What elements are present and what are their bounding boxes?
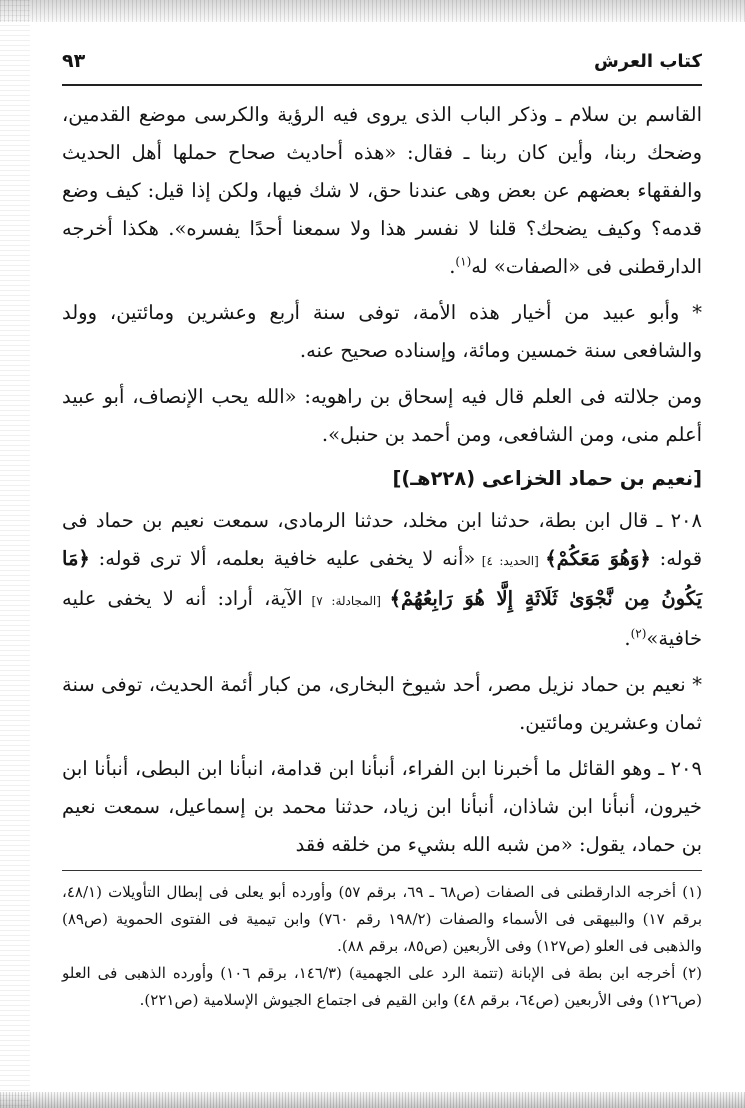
paragraph-6: ٢٠٩ ـ وهو القائل ما أخبرنا ابن الفراء، أنبأنا ابن قدامة، انبأنا ابن البطى، أنبأنا ابن خيرون، أنبأنا ابن شاذان، أنبأنا ابن زياد، حدثنا محمد بن إسماعيل، سمعت نعيم بن حماد، يقول: «من شبه الله بشيء من خلقه فقد	[62, 757, 702, 856]
paragraph-4-text-a: ٢٠٨ ـ قال ابن بطة، حدثنا ابن مخلد، حدثنا الرمادى، سمعت نعيم بن حماد فى قوله:	[62, 509, 703, 570]
scan-edge-top	[0, 0, 745, 22]
paragraph-1-text: القاسم بن سلام ـ وذكر الباب الذى يروى فيه الرؤية والكرسى موضع القدمين، وضحك ربنا، وأين كان ربنا ـ فقال: «هذه أحاديث صحاح حملها أهل الحديث والفقهاء بعضهم عن بعض وهى عندنا حق، لا شك فيها، ولكن إذا قيل: كيف وضع قدمه؟ وكيف يضحك؟ قلنا لا نفسر هذا ولا سمعنا أحدًا يفسره». هكذا أخرجه الدارقطنى فى «الصفات» له	[62, 103, 702, 278]
paragraph-4-text-b: «أنه لا يخفى عليه خافية بعلمه، ألا ترى قوله:	[89, 547, 476, 570]
footnotes	[62, 870, 702, 1014]
quran-verse-1: ﴿وَهُوَ مَعَكُمْ﴾	[545, 547, 651, 570]
quran-verse-2: ﴿مَا يَكُونُ مِن نَّجْوَىٰ ثَلَاثَةٍ إِلَّا هُوَ رَابِعُهُمْ﴾	[62, 547, 702, 610]
footnote-2: (٢) أخرجه ابن بطة فى الإبانة (تتمة الرد على الجهمية) (١٤٦/٣، برقم ١٠٦) وأورده الذهبى فى العلو (ص١٢٦) وفى الأربعين (ص٦٤، برقم ٤٨) وابن القيم فى اجتماع الجيوش الإسلامية (ص٢٢١).	[62, 964, 702, 1009]
paragraph-4-text-c: الآية، أراد: أنه لا يخفى عليه خافية»	[62, 587, 702, 650]
paragraph-3: ومن جلالته فى العلم قال فيه إسحاق بن راهويه: «الله يحب الإنصاف، أبو عبيد أعلم منى، ومن الشافعى، ومن أحمد بن حنبل».	[62, 385, 702, 446]
footnote-mark-2: (٢)	[630, 626, 647, 641]
paragraph-1-end: .	[449, 255, 456, 278]
paragraph-5: * نعيم بن حماد نزيل مصر، أحد شيوخ البخارى، من كبار أئمة الحديث، توفى سنة ثمان وعشرين ومائتين.	[62, 673, 702, 734]
paragraph-2: * وأبو عبيد من أخيار هذه الأمة، توفى سنة أربع وعشرين ومائتين، وولد والشافعى سنة خمسين ومائة، وإسناده صحيح عنه.	[62, 301, 702, 362]
paragraph-4	[62, 502, 702, 658]
paragraph-1	[62, 96, 702, 286]
footnote-1: (١) أخرجه الدارقطنى فى الصفات (ص٦٨ ـ ٦٩، برقم ٥٧) وأورده أبو يعلى فى إبطال التأويلات (٤٨/١، برقم ١٧) والبيهقى فى الأسماء والصفات (١٩٨/٢ رقم ٧٦٠) وابن تيمية فى الفتوى الحموية (ص٨٩) والذهبى فى العلو (ص١٢٧) وفى الأربعين (ص٨٥، برقم ٨٨).	[62, 883, 702, 955]
footnote-mark-1: (١)	[455, 254, 472, 269]
body-text	[62, 96, 702, 864]
scan-edge-left	[0, 0, 30, 1108]
page-header	[62, 50, 702, 86]
verse-reference-1: [الحديد: ٤]	[475, 554, 546, 568]
running-title: كتاب العرش	[593, 51, 702, 72]
verse-reference-2: [المجادلة: ٧]	[302, 594, 390, 608]
scan-edge-bottom	[0, 1092, 745, 1108]
page-number: ٩٣	[62, 50, 86, 72]
section-heading: [نعيم بن حماد الخزاعى (٢٢٨هـ)]	[392, 467, 702, 490]
book-page	[62, 50, 702, 864]
paragraph-4-end: .	[624, 627, 631, 650]
